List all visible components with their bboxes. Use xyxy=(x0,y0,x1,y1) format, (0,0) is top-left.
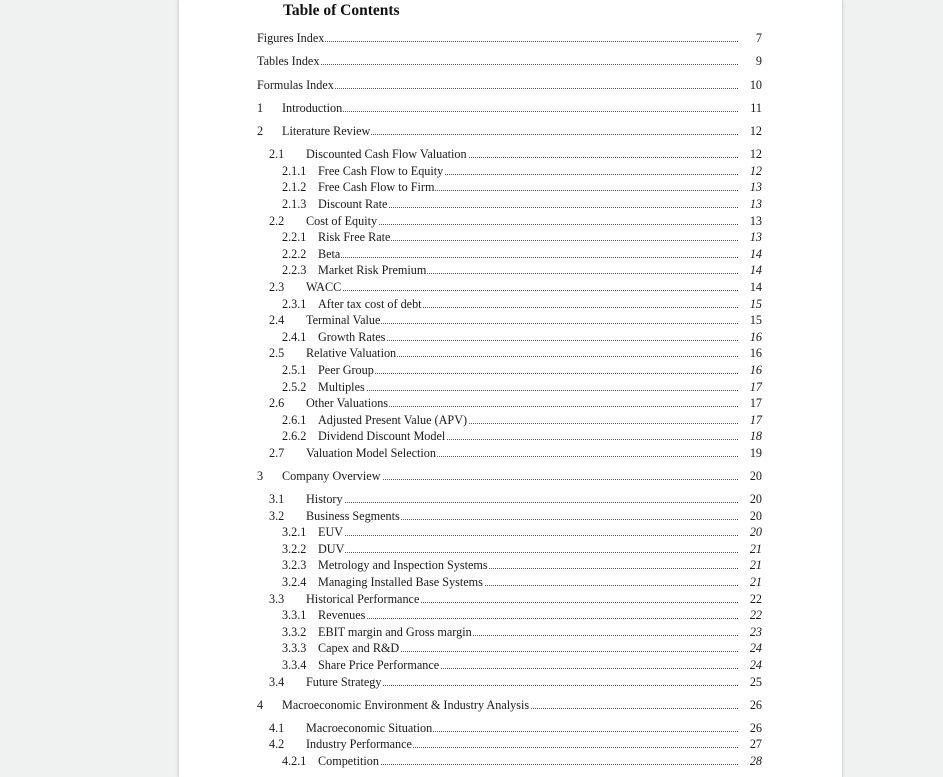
toc-entry[interactable] xyxy=(179,591,842,607)
toc-page-number: 16 xyxy=(739,345,762,361)
toc-page-number: 20 xyxy=(739,468,762,484)
toc-page-number: 25 xyxy=(739,674,762,690)
toc-dot-leader xyxy=(306,501,762,503)
toc-entry-number: 3 xyxy=(257,469,264,483)
toc-page-number: 16 xyxy=(739,329,762,345)
toc-entry-text: DUV xyxy=(318,541,345,556)
toc-entry[interactable] xyxy=(179,674,842,690)
toc-entry-text: Macroeconomic Situation xyxy=(306,720,433,735)
toc-entry-text: Free Cash Flow to Equity xyxy=(318,163,444,178)
toc-entry-number: 3.3.2 xyxy=(282,624,307,639)
toc-entry[interactable] xyxy=(179,720,842,736)
toc-entry[interactable] xyxy=(179,100,842,116)
toc-entry-text: Free Cash Flow to Firm xyxy=(318,180,435,195)
toc-page-number: 17 xyxy=(739,395,762,411)
toc-entry-text: Metrology and Inspection Systems xyxy=(318,558,488,573)
toc-entry[interactable] xyxy=(179,213,842,229)
toc-entry-number: 3.2.3 xyxy=(282,558,307,573)
toc-entry-number: 2.4.1 xyxy=(282,329,307,344)
toc-page-number: 22 xyxy=(739,607,762,623)
toc-page-number: 16 xyxy=(739,362,762,378)
toc-dot-leader xyxy=(318,551,762,553)
toc-entry[interactable] xyxy=(179,574,842,590)
toc-entry[interactable] xyxy=(179,77,842,93)
toc-entry[interactable] xyxy=(179,379,842,395)
toc-dot-leader xyxy=(282,110,762,112)
toc-page-number: 27 xyxy=(739,736,762,752)
toc-entry[interactable] xyxy=(179,607,842,623)
toc-entry[interactable] xyxy=(179,362,842,378)
toc-page-number: 15 xyxy=(739,312,762,328)
toc-entry-text: Business Segments xyxy=(306,508,400,523)
toc-entry[interactable] xyxy=(179,296,842,312)
toc-entry-number: 3.3.4 xyxy=(282,658,307,672)
toc-page-number: 19 xyxy=(739,445,762,461)
toc-dot-leader xyxy=(306,289,762,291)
toc-entry[interactable] xyxy=(179,123,842,139)
toc-entry-text: Managing Installed Base Systems xyxy=(318,575,483,589)
toc-dot-leader xyxy=(257,63,762,65)
toc-page-number: 21 xyxy=(739,557,762,573)
toc-entry-text: Tables Index xyxy=(257,54,320,69)
toc-dot-leader xyxy=(318,617,762,619)
toc-entry-text: Company Overview xyxy=(282,469,381,483)
toc-entry-text: After tax cost of debt xyxy=(318,296,422,311)
toc-page-number: 11 xyxy=(739,100,762,116)
toc-entry-text: Competition xyxy=(318,753,379,768)
toc-entry-text: Capex and R&D xyxy=(318,641,400,656)
toc-entry[interactable] xyxy=(179,657,842,673)
toc-entry-number: 2.1.2 xyxy=(282,180,307,195)
toc-entry-text: History xyxy=(306,492,343,506)
toc-page-number: 17 xyxy=(739,412,762,428)
toc-entry-number: 3.1 xyxy=(269,492,285,506)
toc-entry[interactable] xyxy=(179,179,842,195)
toc-entry-text: Terminal Value xyxy=(306,313,381,328)
toc-entry[interactable] xyxy=(179,196,842,212)
toc-entry[interactable] xyxy=(179,697,842,713)
toc-entry[interactable] xyxy=(179,624,842,640)
toc-entry-number: 3.2 xyxy=(269,508,285,523)
toc-entry-number: 2.5.1 xyxy=(282,363,307,377)
toc-entry-number: 3.4 xyxy=(269,674,285,689)
toc-entry[interactable] xyxy=(179,279,842,295)
toc-entry[interactable] xyxy=(179,30,842,46)
toc-entry-text: Growth Rates xyxy=(318,329,386,344)
toc-entry-number: 4.2.1 xyxy=(282,753,307,768)
toc-entry[interactable] xyxy=(179,445,842,461)
toc-entry-number: 1 xyxy=(257,100,264,115)
toc-page-number: 24 xyxy=(739,657,762,673)
toc-entry-number: 2.2 xyxy=(269,213,285,228)
toc-entry-text: Discount Rate xyxy=(318,197,388,211)
toc-dot-leader xyxy=(318,763,762,765)
toc-entry-text: Introduction xyxy=(282,100,343,115)
toc-entry-number: 4 xyxy=(257,697,264,712)
toc-entry-number: 3.3.3 xyxy=(282,641,307,656)
toc-entry-text: Future Strategy xyxy=(306,674,382,689)
toc-page-number: 13 xyxy=(739,196,762,212)
toc-entry[interactable] xyxy=(179,736,842,752)
toc-entry[interactable] xyxy=(179,524,842,540)
toc-entry-number: 2.2.1 xyxy=(282,230,307,245)
toc-page-number: 13 xyxy=(739,213,762,229)
toc-entry-number: 2.2.2 xyxy=(282,246,307,261)
toc-dot-leader xyxy=(257,40,762,42)
toc-entry[interactable] xyxy=(179,246,842,262)
toc-entry[interactable] xyxy=(179,229,842,245)
toc-entry[interactable] xyxy=(179,329,842,345)
toc-entry[interactable] xyxy=(179,163,842,179)
toc-entry-text: EBIT margin and Gross margin xyxy=(318,624,472,639)
toc-page-number: 9 xyxy=(739,53,762,69)
toc-page-number: 20 xyxy=(739,524,762,540)
toc-page-number: 28 xyxy=(739,753,762,769)
toc-entry-number: 2.5 xyxy=(269,346,285,361)
toc-page-number: 12 xyxy=(739,146,762,162)
toc-page-number: 12 xyxy=(739,163,762,179)
toc-entry-number: 2.6 xyxy=(269,396,285,411)
toc-entry-text: Beta xyxy=(318,246,341,261)
toc-entry-number: 2.1.1 xyxy=(282,163,307,178)
toc-page-number: 17 xyxy=(739,379,762,395)
toc-entry[interactable] xyxy=(179,428,842,444)
toc-page-number: 14 xyxy=(739,246,762,262)
toc-entry-text: EUV xyxy=(318,525,344,540)
toc-entry-text: Peer Group xyxy=(318,363,374,377)
toc-entry[interactable] xyxy=(179,146,842,162)
document-page xyxy=(178,0,843,777)
toc-entry-number: 2.2.3 xyxy=(282,263,307,278)
toc-entry-text: Discounted Cash Flow Valuation xyxy=(306,147,467,162)
toc-page-number: 21 xyxy=(739,574,762,590)
toc-entry-text: Figures Index xyxy=(257,31,325,45)
toc-entry[interactable] xyxy=(179,312,842,328)
toc-page-number: 26 xyxy=(739,720,762,736)
toc-entry-number: 4.2 xyxy=(269,737,285,752)
toc-entry-number: 3.2.1 xyxy=(282,525,307,540)
toc-entry-text: WACC xyxy=(306,280,342,294)
toc-page-number: 18 xyxy=(739,428,762,444)
toc-entry-text: Formulas Index xyxy=(257,77,334,92)
toc-page-number: 15 xyxy=(739,296,762,312)
toc-entry[interactable] xyxy=(179,345,842,361)
toc-entry[interactable] xyxy=(179,541,842,557)
toc-entry-text: Dividend Discount Model xyxy=(318,429,446,444)
toc-page-number: 12 xyxy=(739,123,762,139)
toc-page-number: 22 xyxy=(739,591,762,607)
toc-entry-number: 4.1 xyxy=(269,720,285,735)
toc-entry-text: Literature Review xyxy=(282,124,371,139)
toc-dot-leader xyxy=(318,534,762,536)
toc-title: Table of Contents xyxy=(283,2,400,19)
toc-entry-text: Risk Free Rate xyxy=(318,230,391,245)
toc-page-number: 14 xyxy=(739,279,762,295)
toc-entry[interactable] xyxy=(179,468,842,484)
toc-entry-text: Macroeconomic Environment & Industry Analysis xyxy=(282,697,530,712)
toc-dot-leader xyxy=(318,256,762,258)
toc-entry[interactable] xyxy=(179,262,842,278)
toc-entry-text: Cost of Equity xyxy=(306,213,378,228)
toc-entry-text: Historical Performance xyxy=(306,591,420,606)
toc-entry-number: 2.1.3 xyxy=(282,197,307,211)
toc-entry[interactable] xyxy=(179,508,842,524)
toc-entry[interactable] xyxy=(179,557,842,573)
toc-entry-text: Adjusted Present Value (APV) xyxy=(318,412,468,427)
toc-page-number: 13 xyxy=(739,179,762,195)
toc-entry[interactable] xyxy=(179,640,842,656)
toc-page-number: 10 xyxy=(739,77,762,93)
toc-entry[interactable] xyxy=(179,491,842,507)
toc-page-number: 20 xyxy=(739,491,762,507)
toc-entry[interactable] xyxy=(179,412,842,428)
toc-entry-number: 2.5.2 xyxy=(282,379,307,394)
toc-page-number: 7 xyxy=(739,30,762,46)
toc-entry[interactable] xyxy=(179,753,842,769)
toc-dot-leader xyxy=(318,389,762,391)
toc-page-number: 24 xyxy=(739,640,762,656)
toc-page-number: 26 xyxy=(739,697,762,713)
toc-entry-text: Other Valuations xyxy=(306,396,389,411)
toc-entry-text: Market Risk Premium xyxy=(318,263,427,278)
toc-page-number: 14 xyxy=(739,262,762,278)
toc-entry-text: Revenues xyxy=(318,608,366,623)
toc-entry-text: Relative Valuation xyxy=(306,346,397,361)
toc-page-number: 23 xyxy=(739,624,762,640)
toc-entry-number: 2.4 xyxy=(269,313,285,328)
toc-page-number: 20 xyxy=(739,508,762,524)
toc-entry-number: 2.6.1 xyxy=(282,412,307,427)
toc-entry-number: 3.2.4 xyxy=(282,575,307,589)
toc-entry-text: Multiples xyxy=(318,379,365,394)
toc-entry-number: 2.1 xyxy=(269,147,285,162)
toc-entry-number: 2.6.2 xyxy=(282,429,307,444)
toc-entry-text: Industry Performance xyxy=(306,737,412,752)
toc-entry-number: 3.3.1 xyxy=(282,608,307,623)
toc-entry-text: Valuation Model Selection xyxy=(306,446,436,460)
toc-entry-text: Share Price Performance xyxy=(318,658,440,672)
toc-entry[interactable] xyxy=(179,53,842,69)
toc-entry-number: 2.3 xyxy=(269,280,285,294)
toc-entry-number: 3.2.2 xyxy=(282,541,307,556)
toc-entry[interactable] xyxy=(179,395,842,411)
toc-entry-number: 2 xyxy=(257,124,264,139)
toc-entry-number: 3.3 xyxy=(269,591,285,606)
toc-dot-leader xyxy=(318,372,762,374)
toc-page-number: 21 xyxy=(739,541,762,557)
toc-page-number: 13 xyxy=(739,229,762,245)
toc-entry-number: 2.7 xyxy=(269,446,285,460)
toc-entry-number: 2.3.1 xyxy=(282,296,307,311)
